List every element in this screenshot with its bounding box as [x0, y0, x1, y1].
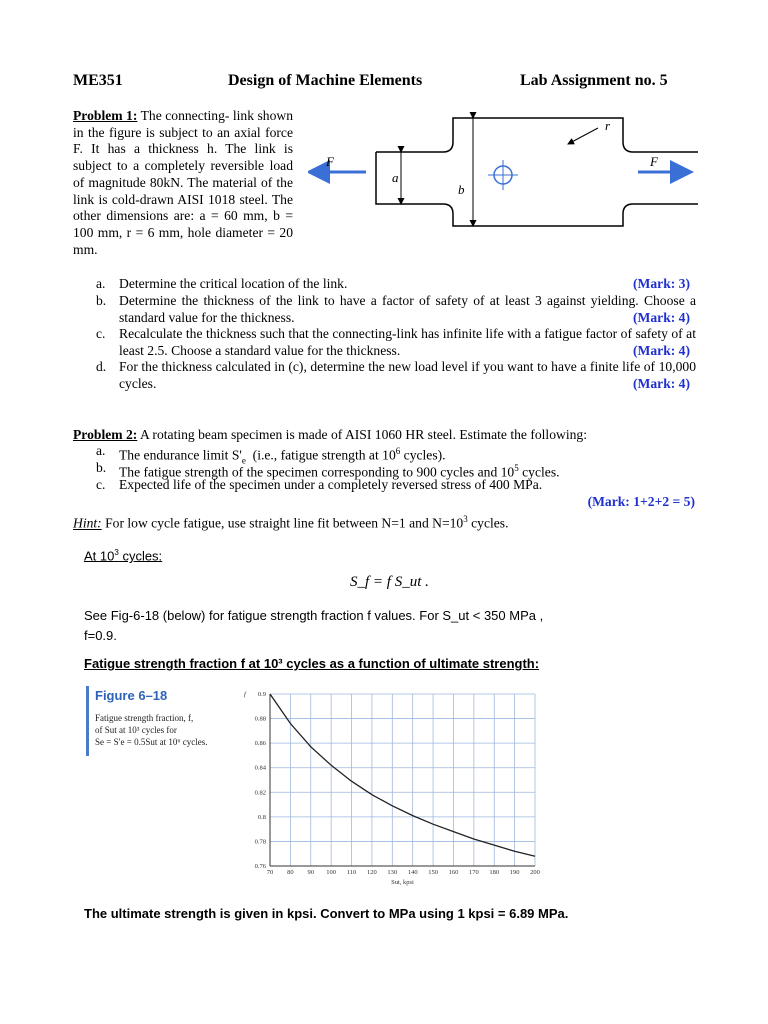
x-tick-label: 200 — [530, 869, 540, 876]
problem1-intro-text: The connecting- link shown in the figure is subject to an axial force F. It has a thickness h. The link is subject to a completely reversible load of magnitude 80kN. The material of the link is cold-drawn AISI 1018 steel. The other dimensions are: a = 60 mm, b = 100 mm, r = 6 mm, hole diameter = 20 mm. — [73, 108, 293, 257]
x-tick-label: 70 — [266, 869, 274, 876]
y-tick-label: 0.8 — [257, 813, 266, 821]
mark-label: (Mark: 3) — [633, 276, 690, 291]
formula: S_f = f S_ut . — [350, 574, 429, 590]
fatigue-fraction-heading: Fatigue strength fraction f at 10³ cycles as a function of ultimate strength: — [84, 656, 540, 671]
problem2-item-b: b. The fatigue strength of the specimen corresponding to 900 cycles and $10^5$ cycles. — [96, 460, 560, 480]
x-tick-label: 150 — [428, 869, 438, 876]
connecting-link-figure — [308, 108, 698, 228]
label-r: r — [605, 118, 611, 133]
x-tick-label: 160 — [448, 869, 459, 876]
problem1-heading: Problem 1: — [73, 108, 138, 123]
problem2-hint: Hint: For low cycle fatigue, use straight line fit between N=1 and $N=10^3$ cycles. — [73, 514, 509, 531]
figure-title: Figure 6–18 — [95, 688, 168, 703]
problem2-item-a: a. The endurance limit $S'_e$ (i.e., fatigue strength at $10^6$ cycles). — [96, 443, 446, 466]
y-tick-label: 0.84 — [254, 764, 266, 772]
problem1-item-a: a. Determine the critical location of the link. (Mark: 3) — [96, 276, 690, 291]
x-tick-label: 190 — [509, 869, 520, 876]
x-tick-label: 140 — [407, 869, 418, 876]
x-tick-label: 120 — [367, 869, 377, 876]
label-force-left: F — [326, 154, 334, 169]
y-tick-label: 0.9 — [257, 691, 266, 698]
see-figure-text: See Fig-6-18 (below) for fatigue strength fraction f values. For S_ut < 350 MPa , — [84, 608, 544, 623]
problem2-heading: Problem 2: — [73, 427, 138, 442]
x-tick-label: 130 — [387, 869, 398, 876]
fatigue-fraction-chart — [230, 684, 560, 894]
assignment-number: Lab Assignment no. 5 — [520, 72, 668, 89]
x-tick-label: 180 — [489, 869, 500, 876]
label-a: a — [392, 170, 399, 185]
y-tick-label: 0.86 — [254, 740, 266, 748]
course-code: ME351 — [73, 72, 123, 89]
label-force-right: F — [650, 154, 658, 169]
x-axis-label: Sut, kpsi — [391, 879, 414, 886]
figure-caption: Fatigue strength fraction, f, of Sut at 10³ cycles for Se = S′e = 0.5Sut at 10⁶ cycles. — [95, 713, 208, 747]
x-tick-label: 80 — [287, 869, 294, 876]
y-tick-label: 0.82 — [254, 789, 266, 797]
problem1-item-c: c. Recalculate the thickness such that the connecting-link has infinite life with a fatigue factor of safety of at least 2.5. Choose a standard value for the thickness. (Mark: 4) — [96, 326, 696, 358]
label-b: b — [458, 182, 465, 197]
problem1-item-d: d. For the thickness calculated in (c), determine the new load level if you want to have a finite life of 10,000 cycles. (Mark: 4) — [96, 359, 696, 391]
mark-label: (Mark: 4) — [633, 309, 690, 325]
problem2-mark: (Mark: 1+2+2 = 5) — [587, 494, 695, 509]
problem2-intro: Problem 2: A rotating beam specimen is made of AISI 1060 HR steel. Estimate the following: — [73, 427, 587, 442]
link-outline-top — [376, 118, 698, 152]
conversion-note: The ultimate strength is given in kpsi. Convert to MPa using 1 kpsi = 6.89 MPa. — [84, 906, 569, 921]
mark-label: (Mark: 4) — [633, 342, 690, 358]
mark-label: (Mark: 4) — [633, 375, 690, 391]
f-value: f=0.9. — [84, 628, 117, 643]
caption-bar — [86, 686, 89, 756]
x-tick-label: 170 — [468, 869, 479, 876]
y-tick-label: 0.88 — [254, 715, 266, 723]
x-tick-label: 110 — [346, 869, 357, 876]
at-cycles-heading: At $10^3$ cycles: — [84, 548, 163, 564]
x-tick-label: 90 — [307, 869, 315, 876]
y-tick-label: 0.78 — [254, 838, 266, 846]
problem1-item-b: b. Determine the thickness of the link to have a factor of safety of at least 3 against yielding. Choose a standard value for the thickness. (Mark: 4) — [96, 293, 696, 325]
y-tick-label: 0.76 — [254, 863, 266, 870]
x-tick-label: 100 — [326, 869, 337, 876]
problem2-item-c: c. Expected life of the specimen under a completely reversed stress of 400 MPa. — [96, 477, 543, 492]
y-axis-label: f — [244, 691, 246, 698]
problem1-intro — [73, 108, 293, 258]
course-title: Design of Machine Elements — [228, 72, 423, 89]
